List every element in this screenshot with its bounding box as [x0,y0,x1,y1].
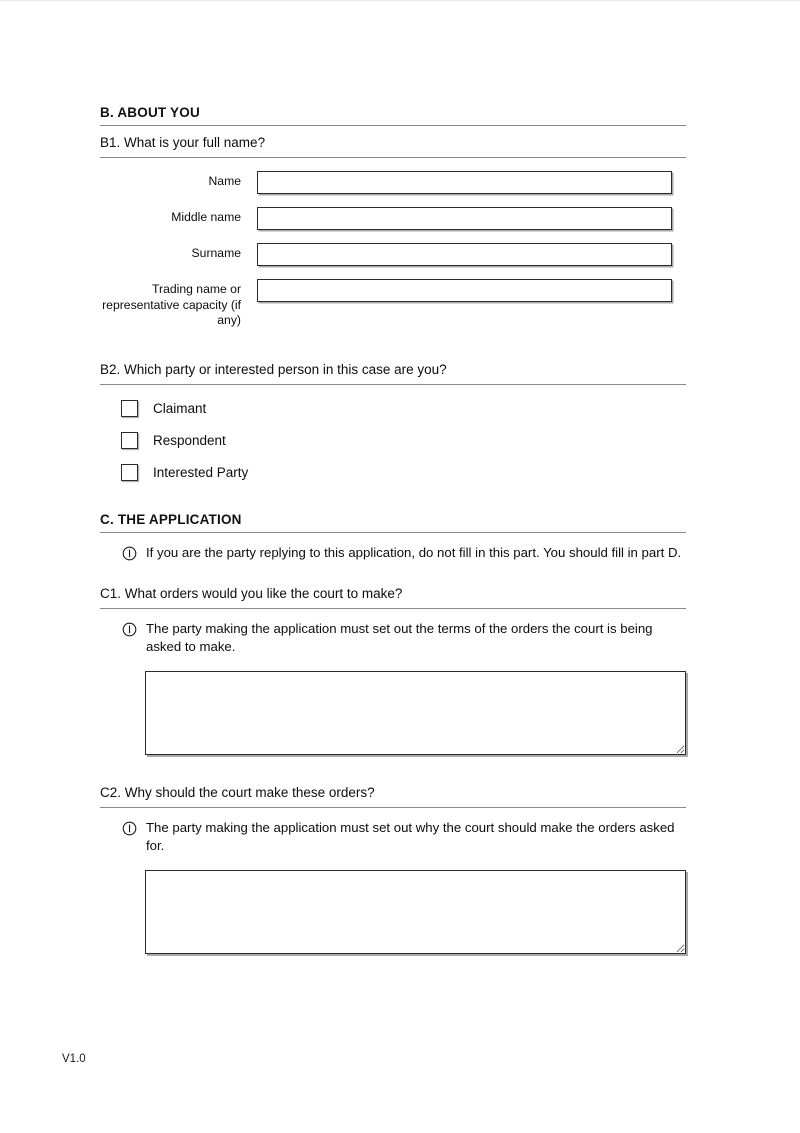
checkbox-row-claimant[interactable] [100,399,688,418]
field-row-surname [100,243,688,266]
section-b-heading: B. ABOUT YOU [100,105,200,120]
note-section-c-intro [100,533,688,562]
note-text-c1: The party making the application must set out the terms of the orders the court is being asked to make. [146,621,653,654]
note-c2 [100,808,688,854]
checkbox-label-interested-party: Interested Party [153,464,249,480]
spacer [100,329,688,353]
checkbox-respondent[interactable] [121,432,138,449]
answer-wrap-c2 [100,854,688,959]
note-c1 [100,609,688,655]
spacer [100,482,688,512]
field-row-trading-name [100,279,688,329]
info-icon [122,821,137,836]
footer-version: V1.0 [62,1053,86,1065]
field-row-middle-name [100,207,688,230]
form-content [100,105,688,959]
spacer [100,760,688,776]
checkbox-row-interested-party[interactable] [100,463,688,482]
checkbox-claimant[interactable] [121,400,138,417]
divider [100,157,686,158]
surname-input[interactable] [257,243,672,266]
c2-answer-textarea[interactable] [145,870,686,954]
spacer [100,561,688,577]
field-row-name [100,171,688,194]
name-input[interactable] [257,171,672,194]
checkbox-label-claimant: Claimant [153,400,207,416]
note-text-section-c-intro: If you are the party replying to this application, do not fill in this part. You should fill in part D. [146,544,682,560]
question-b1: B1. What is your full name? [100,135,266,150]
question-b2: B2. Which party or interested person in this case are you? [100,361,447,377]
label-trading-name: Trading name or representative capacity (if any) [102,282,241,327]
middle-name-input[interactable] [257,207,672,230]
answer-wrap-c1 [100,655,688,760]
c1-answer-textarea[interactable] [145,671,686,755]
info-icon [122,622,137,637]
question-c1: C1. What orders would you like the court to make? [100,586,403,601]
checkbox-interested-party[interactable] [121,464,138,481]
question-c2: C2. Why should the court make these orders? [100,785,375,800]
info-icon [122,546,137,561]
label-name: Name [208,174,241,188]
note-text-c2: The party making the application must set out why the court should make the orders asked for. [146,820,675,853]
section-c-heading: C. THE APPLICATION [100,511,242,527]
label-middle-name: Middle name [171,210,241,224]
checkbox-row-respondent[interactable] [100,431,688,450]
checkbox-label-respondent: Respondent [153,432,226,448]
label-surname: Surname [191,246,241,260]
trading-name-input[interactable] [257,279,672,302]
party-type-checkbox-group [100,385,688,482]
